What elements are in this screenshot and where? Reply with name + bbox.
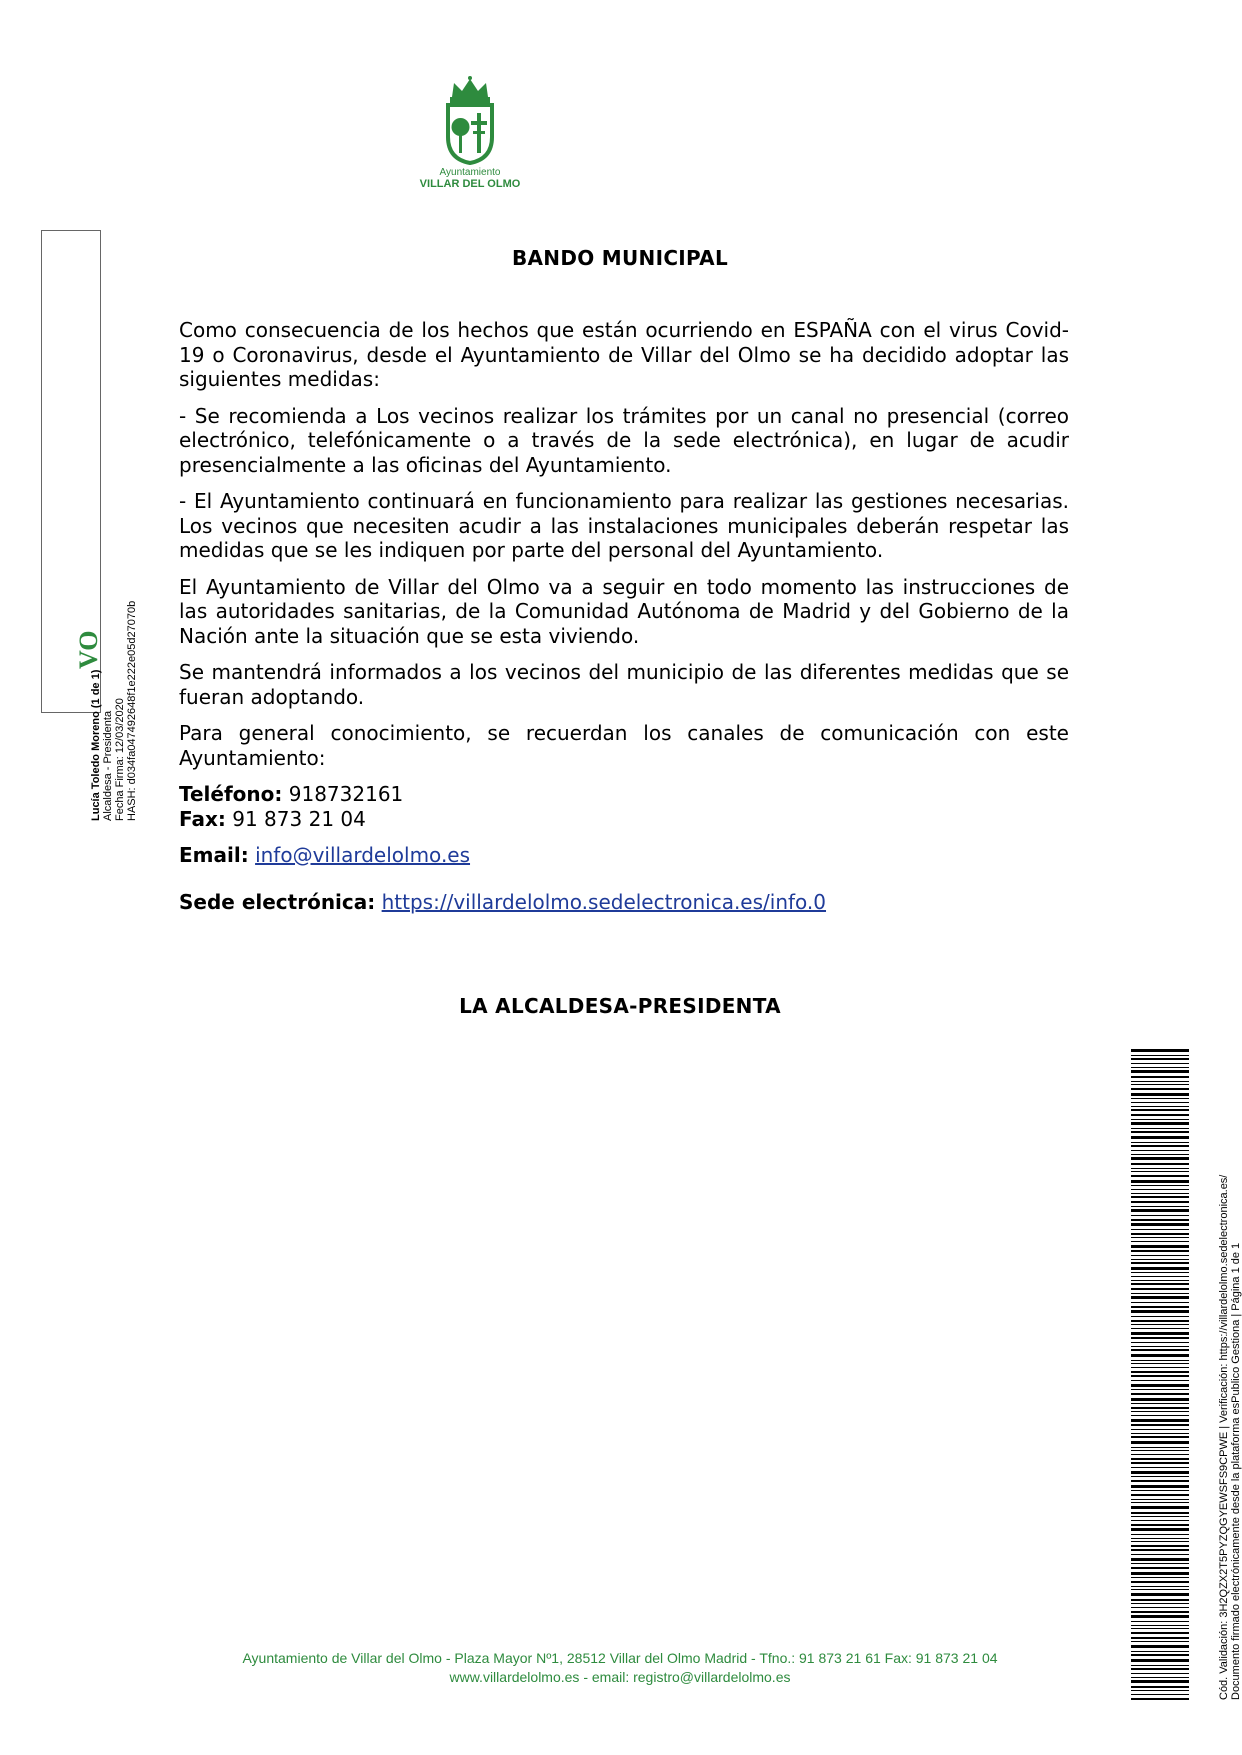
- barcode-stripe: [1131, 1201, 1189, 1203]
- fax-value: 91 873 21 04: [232, 806, 366, 831]
- barcode-stripe: [1131, 1589, 1189, 1590]
- barcode-stripe: [1131, 1637, 1189, 1639]
- barcode-stripe: [1131, 1447, 1189, 1448]
- signature-stamp: [41, 230, 138, 821]
- barcode-stripe: [1131, 1415, 1189, 1416]
- barcode-stripe: [1131, 1389, 1189, 1390]
- barcode-stripe: [1131, 1063, 1189, 1064]
- barcode-stripe: [1131, 1567, 1189, 1569]
- barcode-stripe: [1131, 1310, 1189, 1313]
- barcode-stripe: [1131, 1458, 1189, 1460]
- paragraph: Para general conocimiento, se recuerdan los canales de comunicación con este Ayuntamiento:: [179, 721, 1069, 770]
- barcode-stripe: [1131, 1698, 1189, 1700]
- barcode-stripe: [1131, 1586, 1189, 1587]
- barcode-stripe: [1131, 1625, 1189, 1626]
- barcode-stripe: [1131, 1157, 1189, 1160]
- barcode-stripe: [1131, 1433, 1189, 1434]
- sede-label: Sede electrónica:: [179, 889, 376, 914]
- sede-link[interactable]: https://villardelolmo.sedelectronica.es/info.0: [381, 889, 827, 914]
- barcode-stripe: [1131, 1593, 1189, 1596]
- barcode-stripe: [1131, 1180, 1189, 1183]
- email-label: Email:: [179, 843, 249, 867]
- paragraph: - Se recomienda a Los vecinos realizar los trámites por un canal no presencial (correo electrónico, telefónicamente o a través de la sede electrónica), en lugar de acudir presencialmente a las oficinas del Ayuntamiento.: [179, 403, 1069, 477]
- barcode-stripe: [1131, 1067, 1189, 1068]
- barcode-stripe: [1131, 1131, 1189, 1133]
- barcode-stripe: [1131, 1280, 1189, 1281]
- barcode-stripe: [1131, 1306, 1189, 1308]
- barcode-stripe: [1131, 1088, 1189, 1090]
- barcode-stripe: [1131, 1098, 1189, 1099]
- barcode-stripe: [1131, 1223, 1189, 1226]
- barcode-stripe: [1131, 1288, 1189, 1290]
- coat-of-arms-icon: [440, 75, 500, 165]
- barcode-stripe: [1131, 1142, 1189, 1143]
- page-title: BANDO MUNICIPAL: [511, 246, 728, 270]
- stamp-logo: [54, 626, 103, 688]
- paragraph: Se mantendrá informados a los vecinos del municipio de las diferentes medidas que se fueran adoptando.: [179, 660, 1069, 709]
- barcode-stripe: [1131, 1621, 1189, 1622]
- barcode-stripe: [1131, 1250, 1189, 1252]
- barcode-stripe: [1131, 1363, 1189, 1364]
- barcode-stripe: [1131, 1145, 1189, 1147]
- barcode-stripe: [1131, 1471, 1189, 1474]
- spacer: [179, 831, 1069, 843]
- barcode-stripe: [1131, 1106, 1189, 1107]
- barcode-stripe: [1131, 1528, 1189, 1531]
- barcode-stripe: [1131, 1454, 1189, 1455]
- barcode-stripe: [1131, 1189, 1189, 1190]
- barcode-stripe: [1131, 1380, 1189, 1381]
- barcode-stripe: [1131, 1206, 1189, 1207]
- barcode-stripe: [1131, 1316, 1189, 1317]
- villar-olmo-mini-logo-icon: [54, 626, 103, 684]
- barcode-stripe: [1131, 1450, 1189, 1451]
- footer-address: Ayuntamiento de Villar del Olmo - Plaza Mayor Nº1, 28512 Villar del Olmo Madrid - Tfno.: 91 873 21 61 Fax: 91 873 21 04: [242, 1650, 998, 1666]
- barcode-stripe: [1131, 1467, 1189, 1468]
- barcode-stripe: [1131, 1081, 1189, 1082]
- barcode-stripe: [1131, 1114, 1189, 1116]
- barcode-stripe: [1131, 1549, 1189, 1551]
- barcode-stripe: [1131, 1516, 1189, 1517]
- barcode-stripe: [1131, 1276, 1189, 1277]
- municipal-logo: [410, 75, 530, 190]
- footer-web-email: www.villardelolmo.es - email: registro@villardelolmo.es: [449, 1669, 791, 1685]
- barcode-stripe: [1131, 1485, 1189, 1488]
- stamp-hash: HASH: d034fa047492648f1e222e05d27070b: [126, 600, 138, 821]
- barcode-stripe: [1131, 1193, 1189, 1194]
- barcode-stripe: [1131, 1324, 1189, 1325]
- paragraph: - El Ayuntamiento continuará en funcionamiento para realizar las gestiones necesarias. Los vecinos que necesiten acudir a las instalaciones municipales deberán respetar las medidas que se les indiquen por parte del personal del Ayuntamiento.: [179, 489, 1069, 562]
- barcode-stripe: [1131, 1354, 1189, 1357]
- barcode-stripe: [1131, 1215, 1189, 1216]
- svg-text:VO: VO: [74, 630, 103, 669]
- barcode-stripe: [1131, 1512, 1189, 1514]
- barcode-stripe: [1131, 1524, 1189, 1526]
- barcode-stripe: [1131, 1293, 1189, 1294]
- barcode-stripe: [1131, 1494, 1189, 1496]
- barcode-stripe: [1131, 1367, 1189, 1368]
- barcode-stripe: [1131, 1502, 1189, 1503]
- barcode-stripe: [1131, 1615, 1189, 1618]
- barcode-stripe: [1131, 1332, 1189, 1335]
- stamp-role: Alcaldesa - Presidenta: [102, 710, 114, 821]
- barcode-stripe: [1131, 1599, 1189, 1601]
- stamp-signer: Lucía Toledo Moreno (1 de 1): [90, 669, 102, 821]
- barcode-stripe: [1131, 1628, 1189, 1629]
- barcode-stripe: [1131, 1196, 1189, 1198]
- barcode-stripe: [1131, 1607, 1189, 1608]
- barcode-stripe: [1131, 1219, 1189, 1221]
- barcode-stripe: [1131, 1694, 1189, 1695]
- barcode-stripe: [1131, 1441, 1189, 1444]
- email-link[interactable]: info@villardelolmo.es: [255, 843, 471, 867]
- barcode-stripe: [1131, 1128, 1189, 1129]
- barcode-stripe: [1131, 1272, 1189, 1273]
- barcode-stripe: [1131, 1611, 1189, 1613]
- barcode-stripe: [1131, 1346, 1189, 1347]
- stamp-date: Fecha Firma: 12/03/2020: [114, 698, 126, 821]
- barcode-stripe: [1131, 1150, 1189, 1151]
- barcode-stripe: [1131, 1262, 1189, 1264]
- barcode-stripe: [1131, 1337, 1189, 1339]
- signature-title: LA ALCALDESA-PRESIDENTA: [459, 994, 781, 1018]
- barcode-stripe: [1131, 1545, 1189, 1547]
- barcode-stripe: [1131, 1558, 1189, 1561]
- barcode-stripe: [1131, 1690, 1189, 1691]
- barcode-stripe: [1131, 1237, 1189, 1238]
- barcode-stripe: [1131, 1109, 1189, 1111]
- barcode-stripe: [1131, 1209, 1189, 1212]
- barcode-stripe: [1131, 1328, 1189, 1329]
- barcode-stripe: [1131, 1375, 1189, 1377]
- barcode-stripe: [1131, 1283, 1189, 1285]
- barcode-stripe: [1131, 1233, 1189, 1235]
- paragraph: Como consecuencia de los hechos que están ocurriendo en ESPAÑA con el virus Covid-19 o Coronavirus, desde el Ayuntamiento de Villar del Olmo se ha decidido adoptar las siguientes medidas:: [179, 318, 1069, 391]
- barcode-stripe: [1131, 1581, 1189, 1583]
- barcode-stripe: [1131, 1255, 1189, 1256]
- barcode-stripe: [1131, 1462, 1189, 1464]
- barcode-stripe: [1131, 1429, 1189, 1430]
- barcode-stripe: [1131, 1154, 1189, 1155]
- barcode-stripe: [1131, 1554, 1189, 1555]
- phone-value: 918732161: [288, 782, 404, 806]
- contact-phone: [179, 782, 1069, 807]
- contact-sede: [179, 890, 1069, 915]
- barcode-stripe: [1131, 1411, 1189, 1412]
- barcode-stripe: [1131, 1119, 1189, 1120]
- barcode-stripe: [1131, 1534, 1189, 1535]
- logo-text-ayuntamiento: Ayuntamiento: [439, 167, 501, 178]
- barcode-stripe: [1131, 1168, 1189, 1169]
- barcode-stripe: [1131, 1490, 1189, 1491]
- barcode-stripe: [1131, 1572, 1189, 1575]
- contact-email: [179, 843, 1069, 868]
- barcode-stripe: [1131, 1520, 1189, 1521]
- contact-fax: [179, 807, 1069, 832]
- verification-line2: Documento firmado electrónicamente desde la plataforma esPublico Gestiona | Página 1 de 1: [1230, 1242, 1242, 1700]
- barcode-stripe: [1131, 1419, 1189, 1422]
- barcode-stripe: [1131, 1267, 1189, 1270]
- barcode-stripe: [1131, 1122, 1189, 1125]
- barcode-stripe: [1131, 1407, 1189, 1409]
- barcode-stripe: [1131, 1563, 1189, 1564]
- barcode-stripe: [1131, 1171, 1189, 1172]
- page-footer: [0, 1649, 1240, 1687]
- barcode-stripe: [1131, 1049, 1189, 1052]
- barcode-stripe: [1131, 1480, 1189, 1482]
- barcode-stripe: [1131, 1163, 1189, 1165]
- barcode-stripe: [1131, 1055, 1189, 1056]
- barcode-stripe: [1131, 1058, 1189, 1060]
- barcode-stripe: [1131, 1360, 1189, 1361]
- barcode-stripe: [1131, 1645, 1189, 1648]
- barcode-stripe: [1131, 1499, 1189, 1500]
- barcode-stripe: [1131, 1185, 1189, 1186]
- phone-label: Teléfono:: [179, 782, 283, 806]
- barcode-stripe: [1131, 1084, 1189, 1085]
- barcode-stripe: [1131, 1076, 1189, 1078]
- document-body: [179, 318, 1069, 914]
- barcode-stripe: [1131, 1229, 1189, 1230]
- stamp-text: [90, 551, 138, 821]
- paragraph: El Ayuntamiento de Villar del Olmo va a seguir en todo momento las instrucciones de las autoridades sanitarias, de la Comunidad Autónoma de Madrid y del Gobierno de la Nación ante la situación que se esta viviendo.: [179, 574, 1069, 648]
- barcode-stripe: [1131, 1371, 1189, 1373]
- barcode-stripe: [1131, 1259, 1189, 1260]
- barcode-stripe: [1131, 1538, 1189, 1539]
- barcode-stripe: [1131, 1476, 1189, 1477]
- barcode-stripe: [1131, 1403, 1189, 1404]
- barcode-stripe: [1131, 1641, 1189, 1642]
- barcode-stripe: [1131, 1384, 1189, 1387]
- barcode: [1131, 1049, 1189, 1702]
- barcode-stripe: [1131, 1320, 1189, 1322]
- barcode-stripe: [1131, 1245, 1189, 1248]
- barcode-stripe: [1131, 1175, 1189, 1177]
- barcode-stripe: [1131, 1093, 1189, 1096]
- barcode-stripe: [1131, 1393, 1189, 1395]
- barcode-stripe: [1131, 1136, 1189, 1139]
- barcode-stripe: [1131, 1241, 1189, 1242]
- barcode-stripe: [1131, 1302, 1189, 1303]
- barcode-stripe: [1131, 1506, 1189, 1509]
- fax-label: Fax:: [179, 806, 226, 831]
- verification-line1: Cód. Validación: 3H2QZX2T5PYZQGYEWSFS9CPWE | Verificación: https://villardelolmo.sedelectronica.es/: [1218, 1174, 1230, 1700]
- barcode-stripe: [1131, 1296, 1189, 1299]
- barcode-stripe: [1131, 1577, 1189, 1578]
- barcode-stripe: [1131, 1070, 1189, 1073]
- barcode-stripe: [1131, 1632, 1189, 1634]
- verification-text: [1218, 1175, 1242, 1700]
- spacer: [179, 868, 1069, 890]
- logo-text-villar: VILLAR DEL OLMO: [419, 178, 521, 190]
- barcode-stripe: [1131, 1398, 1189, 1401]
- barcode-stripe: [1131, 1424, 1189, 1426]
- barcode-stripe: [1131, 1436, 1189, 1438]
- barcode-stripe: [1131, 1342, 1189, 1343]
- barcode-stripe: [1131, 1102, 1189, 1103]
- barcode-stripe: [1131, 1349, 1189, 1351]
- barcode-stripe: [1131, 1603, 1189, 1604]
- barcode-stripe: [1131, 1541, 1189, 1542]
